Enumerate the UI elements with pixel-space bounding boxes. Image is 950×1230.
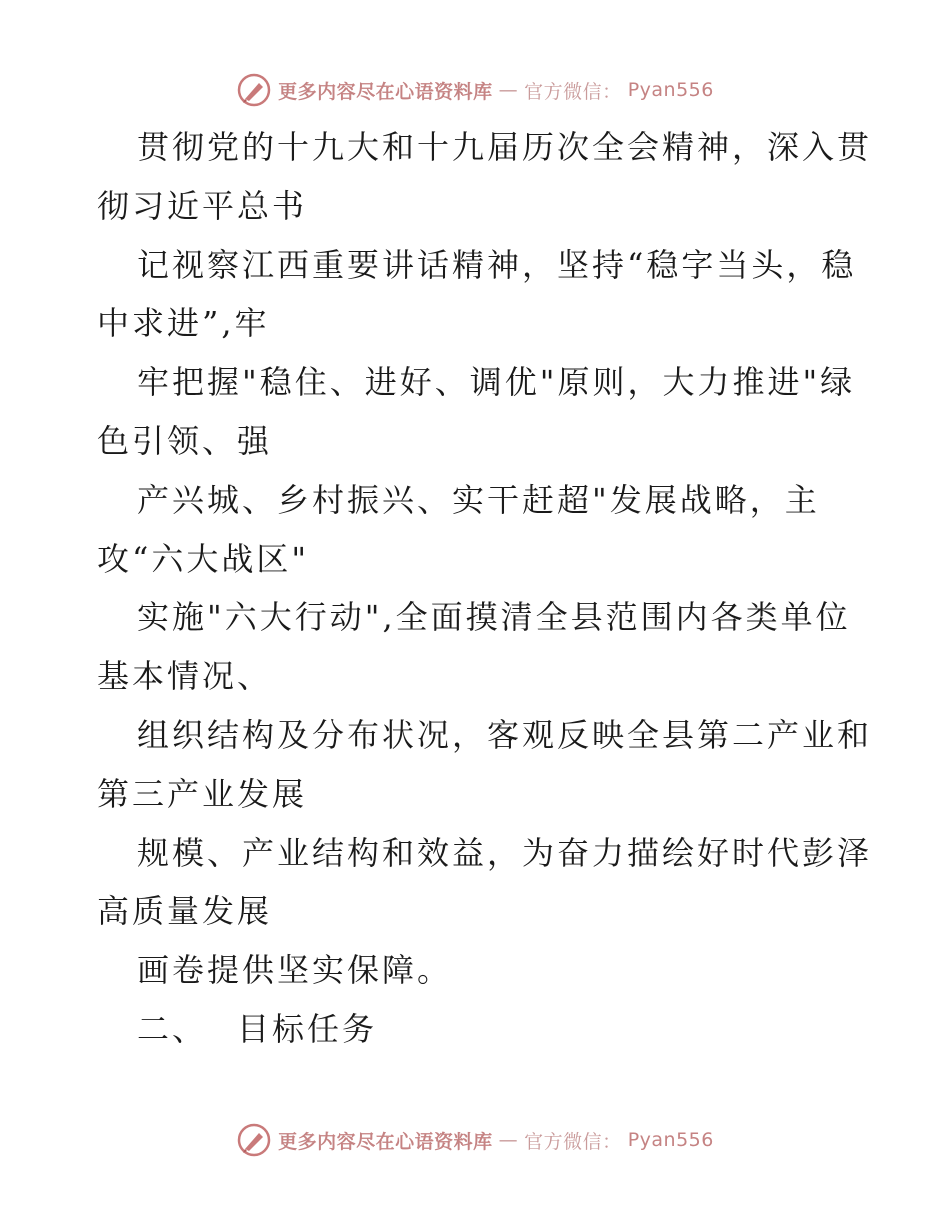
watermark-wechat-id: Pyan556: [627, 79, 714, 101]
watermark-wechat-id: Pyan556: [627, 1129, 714, 1151]
paragraph-line: 组织结构及分布状况，客观反映全县第二产业和: [137, 715, 873, 754]
watermark-main-text: 更多内容尽在心语资料库: [278, 1130, 493, 1153]
pen-logo-icon: [236, 1122, 272, 1158]
section-title: 目标任务: [237, 1009, 378, 1048]
pen-logo-icon: [236, 72, 272, 108]
watermark-wechat-label: 官方微信：: [524, 1130, 622, 1153]
watermark-main-text: 更多内容尽在心语资料库: [278, 80, 493, 103]
paragraph-line: 牢把握"稳住、进好、调优"原则，大力推进"绿: [137, 363, 856, 402]
paragraph-line: 记视察江西重要讲话精神，坚持“稳字当头，稳: [137, 245, 857, 284]
document-body: [97, 118, 873, 1059]
paragraph-line: 规模、产业结构和效益，为奋力描绘好时代彭泽: [137, 833, 873, 872]
watermark-separator: —: [498, 79, 519, 101]
paragraph-line: 中求进”,牢: [97, 304, 270, 343]
watermark-banner-bottom: [0, 1120, 950, 1160]
paragraph-line: 彻习近平总书: [97, 186, 308, 225]
paragraph-line: 基本情况、: [97, 657, 273, 696]
watermark-separator: —: [498, 1129, 519, 1151]
watermark-banner-top: [0, 70, 950, 110]
section-heading: [97, 1000, 857, 1059]
paragraph-line: 高质量发展: [97, 892, 273, 931]
paragraph-line: 产兴城、乡村振兴、实干赶超"发展战略，主: [137, 480, 820, 519]
watermark-wechat-label: 官方微信：: [524, 80, 622, 103]
paragraph-line: 色引领、强: [97, 421, 273, 460]
paragraph-line: 画卷提供坚实保障。: [137, 951, 453, 990]
paragraph-line: 实施"六大行动",全面摸清全县范围内各类单位: [137, 598, 851, 637]
paragraph-line: 第三产业发展: [97, 774, 308, 813]
section-number: 二、: [137, 1009, 208, 1048]
paragraph-line: 贯彻党的十九大和十九届历次全会精神，深入贯: [137, 128, 873, 166]
paragraph-line: 攻“六大战区": [97, 539, 310, 578]
